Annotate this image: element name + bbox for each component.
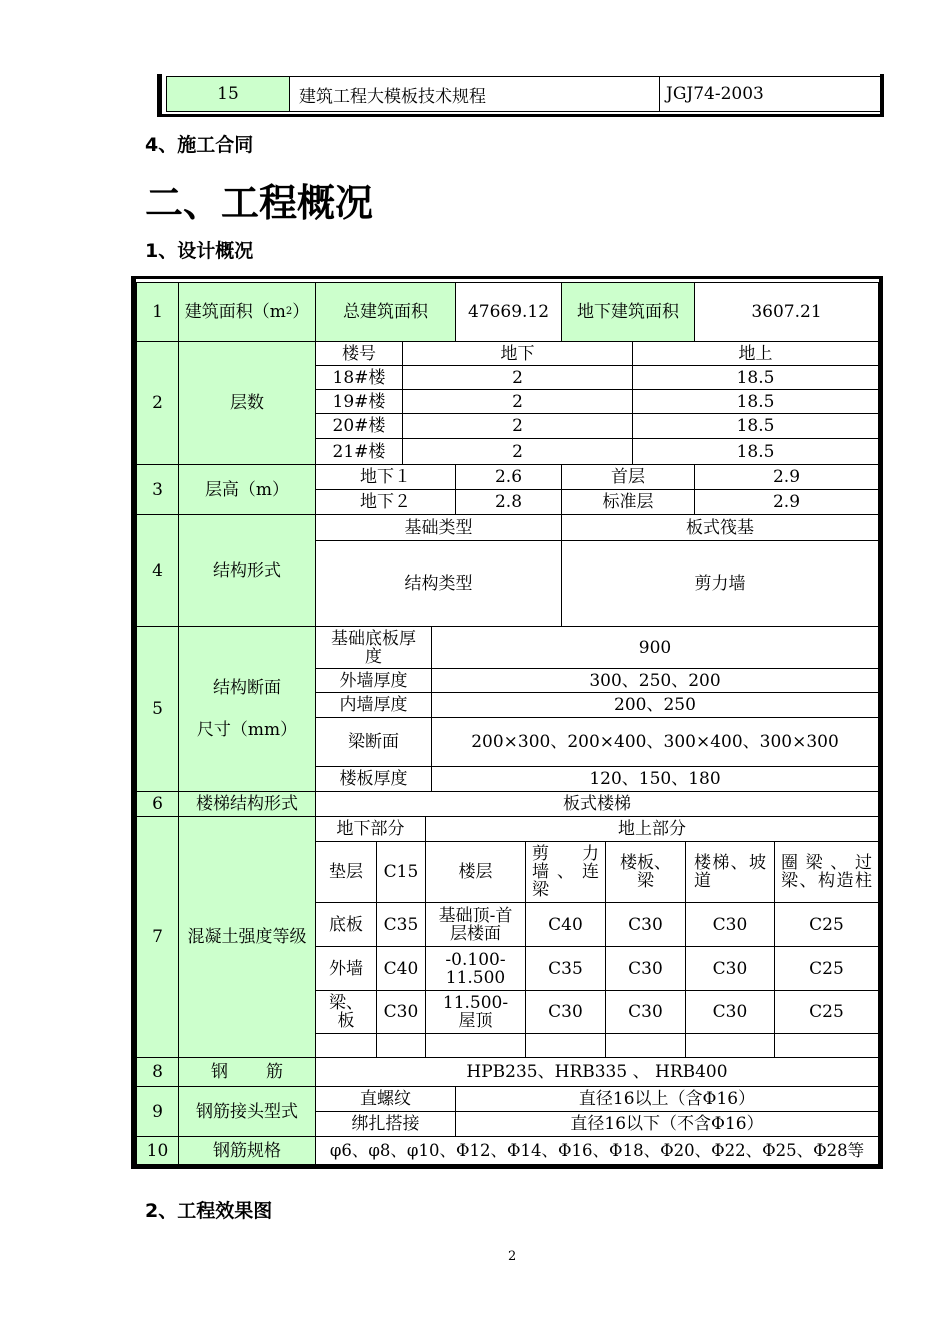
section-label-line1: 结构断面	[213, 678, 281, 698]
beam-section-label: 梁断面	[315, 717, 432, 767]
underground-floors: 2	[402, 365, 633, 390]
joint-type-1: 直螺纹	[315, 1086, 456, 1112]
row-label-concrete-grade: 混凝土强度等级	[178, 816, 316, 1058]
row-label-section-size	[178, 626, 316, 792]
aboveground-part-header: 地上部分	[425, 816, 879, 842]
part-label: 梁、板	[315, 990, 377, 1034]
design-overview-table	[131, 276, 883, 1169]
empty-cell	[685, 1033, 775, 1058]
slab-grade: C30	[605, 946, 686, 991]
row-number: 2	[136, 341, 179, 465]
row-number: 4	[136, 514, 179, 627]
row-label-floor-height: 层高（m）	[178, 464, 316, 515]
slab-thickness-value: 120、150、180	[431, 766, 879, 792]
empty-cell	[525, 1033, 606, 1058]
row-number: 6	[136, 791, 179, 817]
joint-range-1: 直径16以上（含Φ16）	[455, 1086, 879, 1112]
building-header: 楼号	[315, 341, 403, 366]
total-area-value: 47669.12	[455, 282, 562, 342]
standard-floor-value: 2.9	[694, 489, 879, 515]
wall-grade: C40	[525, 902, 606, 947]
wall-grade: C30	[525, 990, 606, 1034]
part-grade: C30	[376, 990, 426, 1034]
row-label-rebar-joint: 钢筋接头型式	[178, 1086, 316, 1137]
page-number: 2	[508, 1249, 517, 1264]
foundation-type-value: 板式筏基	[561, 514, 879, 541]
base-slab-value: 900	[431, 626, 879, 669]
cushion-label: 垫层	[315, 841, 377, 903]
underground-part-header: 地下部分	[315, 816, 426, 842]
shear-wall-header	[525, 841, 606, 903]
aboveground-floors: 18.5	[632, 389, 879, 414]
wall-grade: C35	[525, 946, 606, 991]
empty-cell	[605, 1033, 686, 1058]
stair-grade: C30	[685, 990, 775, 1034]
building-name: 18#楼	[315, 365, 403, 390]
underground-floors: 2	[402, 413, 633, 439]
building-name: 19#楼	[315, 389, 403, 414]
slab-grade: C30	[605, 902, 686, 947]
part-grade: C40	[376, 946, 426, 991]
part-label: 底板	[315, 902, 377, 947]
standard-floor-label: 标准层	[561, 489, 695, 515]
chapter-title: 二、工程概况	[145, 180, 374, 225]
ring-grade: C25	[774, 946, 879, 991]
stair-grade: C30	[685, 946, 775, 991]
row-number: 10	[136, 1136, 179, 1165]
floor-range: 11.500-屋顶	[425, 990, 526, 1034]
outer-wall-value: 300、250、200	[431, 668, 879, 693]
section-label-line2: 尺寸（mm）	[196, 720, 298, 740]
rebar-label-text: 钢筋	[211, 1062, 283, 1082]
first-floor-value: 2.9	[694, 464, 879, 490]
inner-wall-label: 内墙厚度	[315, 692, 432, 718]
rebar-specs: φ6、φ8、φ10、Φ12、Φ14、Φ16、Φ18、Φ20、Φ22、Φ25、Φ28等	[315, 1136, 879, 1165]
empty-cell	[376, 1033, 426, 1058]
inner-wall-value: 200、250	[431, 692, 879, 718]
slab-beam-header: 楼板、梁	[605, 841, 686, 903]
ring-grade: C25	[774, 990, 879, 1034]
slab-grade: C30	[605, 990, 686, 1034]
aboveground-floors: 18.5	[632, 365, 879, 390]
total-area-label: 总建筑面积	[315, 282, 456, 342]
ring-beam-header	[774, 841, 879, 903]
row-label-area: 建筑面积（m 2 ）	[178, 282, 316, 342]
row-label-rebar-spec: 钢筋规格	[178, 1136, 316, 1165]
joint-range-2: 直径16以下（不含Φ16）	[455, 1111, 879, 1137]
part-label: 外墙	[315, 946, 377, 991]
aboveground-floors: 18.5	[632, 438, 879, 465]
standard-number: 15	[166, 76, 290, 112]
b2-label: 地下２	[315, 489, 456, 515]
section-contract-heading: 4、施工合同	[145, 134, 254, 156]
beam-section-value: 200×300、200×400、300×400、300×300	[431, 717, 879, 767]
slab-thickness-label: 楼板厚度	[315, 766, 432, 792]
b1-label: 地下１	[315, 464, 456, 490]
row-label-structure-form: 结构形式	[178, 514, 316, 627]
stair-ramp-header	[685, 841, 775, 903]
underground-area-value: 3607.21	[694, 282, 879, 342]
stair-grade: C30	[685, 902, 775, 947]
first-floor-label: 首层	[561, 464, 695, 490]
row-number: 3	[136, 464, 179, 515]
underground-area-label: 地下建筑面积	[561, 282, 695, 342]
building-name: 21#楼	[315, 438, 403, 465]
floors-header: 楼层	[425, 841, 526, 903]
structure-type-label: 结构类型	[315, 540, 562, 627]
structure-type-value: 剪力墙	[561, 540, 879, 627]
row-label-stair-form: 楼梯结构形式	[178, 791, 316, 817]
row-label-rebar	[178, 1057, 316, 1087]
rebar-grades: HPB235、HRB335 、 HRB400	[315, 1057, 879, 1087]
ring-beam-header-text: 圈梁、过梁、构造柱	[781, 853, 872, 891]
outer-wall-label: 外墙厚度	[315, 668, 432, 693]
aboveground-floors: 18.5	[632, 413, 879, 439]
row-number: 5	[136, 626, 179, 792]
floor-range: 基础顶-首层楼面	[425, 902, 526, 947]
underground-floors: 2	[402, 389, 633, 414]
empty-cell	[774, 1033, 879, 1058]
standards-table-last-row	[157, 74, 884, 117]
empty-cell	[315, 1033, 377, 1058]
b2-value: 2.8	[455, 489, 562, 515]
ring-grade: C25	[774, 902, 879, 947]
b1-value: 2.6	[455, 464, 562, 490]
row-label-floors: 层数	[178, 341, 316, 465]
cushion-grade: C15	[376, 841, 426, 903]
row-number: 8	[136, 1057, 179, 1087]
base-slab-label: 基础底板厚度	[315, 626, 432, 669]
shear-wall-header-text: 剪力墙、连梁	[532, 844, 599, 900]
aboveground-header: 地上	[632, 341, 879, 366]
standard-code: JGJ74-2003	[659, 76, 882, 112]
building-name: 20#楼	[315, 413, 403, 439]
foundation-type-label: 基础类型	[315, 514, 562, 541]
design-overview-heading: 1、设计概况	[145, 240, 254, 262]
stair-ramp-header-text: 楼梯、坡道	[694, 853, 766, 891]
underground-floors: 2	[402, 438, 633, 465]
row-number: 9	[136, 1086, 179, 1137]
stair-form-value: 板式楼梯	[315, 791, 879, 817]
joint-type-2: 绑扎搭接	[315, 1111, 456, 1137]
standard-name: 建筑工程大模板技术规程	[289, 76, 660, 112]
rendering-heading: 2、工程效果图	[145, 1200, 273, 1222]
floor-range: -0.100-11.500	[425, 946, 526, 991]
part-grade: C35	[376, 902, 426, 947]
empty-cell	[425, 1033, 526, 1058]
row-number: 7	[136, 816, 179, 1058]
row-number: 1	[136, 282, 179, 342]
underground-header: 地下	[402, 341, 633, 366]
